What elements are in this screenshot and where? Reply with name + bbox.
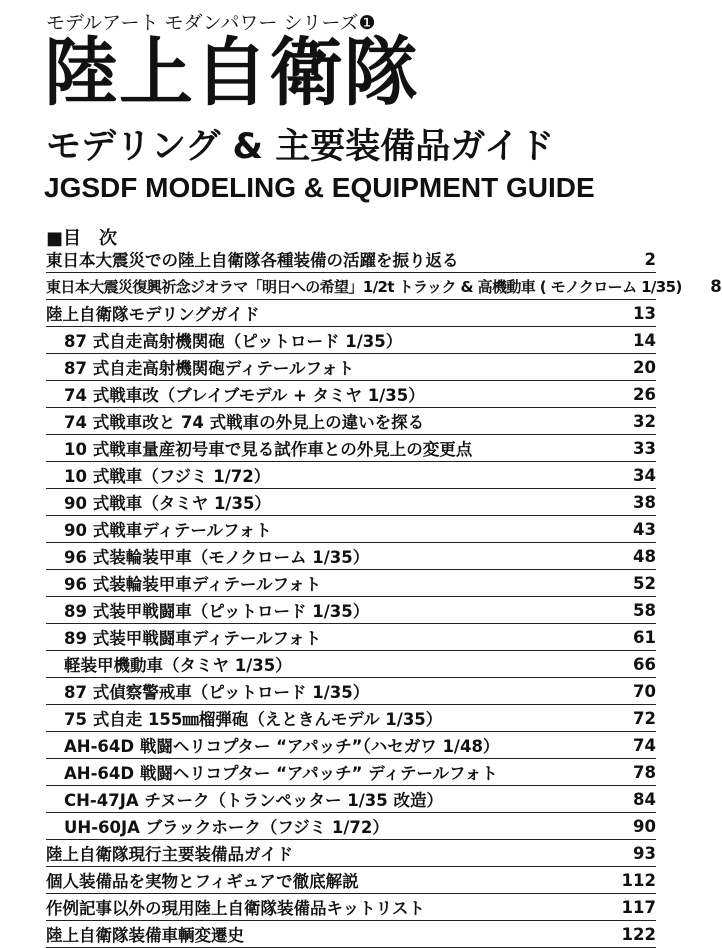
toc-entry[interactable] [46, 786, 656, 813]
toc-entry[interactable] [46, 651, 656, 678]
toc-entry-title: 10 式戦車量産初号車で見る試作車との外見上の変更点 [64, 440, 473, 459]
toc-entry[interactable] [46, 543, 656, 570]
toc-entry-page: 32 [633, 411, 656, 431]
toc-entry-page: 66 [633, 654, 656, 674]
toc-entry-page: 70 [633, 681, 656, 701]
book-subtitle: モデリング & 主要装備品ガイド [46, 127, 555, 167]
english-title: JGSDF MODELING & EQUIPMENT GUIDE [44, 172, 595, 203]
toc-entry[interactable] [46, 246, 656, 273]
toc-entry-page: 20 [633, 357, 656, 377]
toc-entry[interactable] [46, 705, 656, 732]
toc-entry-title: 75 式自走 155㎜榴弾砲（えときんモデル 1/35） [64, 710, 443, 729]
toc-entry-page: 72 [633, 708, 656, 728]
toc-entry[interactable] [46, 462, 656, 489]
toc-entry[interactable] [46, 489, 656, 516]
toc-entry[interactable] [46, 408, 656, 435]
toc-entry[interactable] [46, 327, 656, 354]
toc-entry[interactable] [46, 300, 656, 327]
toc-entry-page: 52 [633, 573, 656, 593]
toc-entry-page: 33 [633, 438, 656, 458]
toc-entry-title: AH-64D 戦闘ヘリコプター “アパッチ”（ハセガワ 1/48） [64, 737, 500, 756]
toc-entry[interactable] [46, 354, 656, 381]
toc-entry-title: 90 式戦車ディテールフォト [64, 521, 272, 540]
toc-entry[interactable] [46, 570, 656, 597]
toc-entry-title: CH-47JA チヌーク（トランペッター 1/35 改造） [64, 791, 444, 810]
toc-entry[interactable] [46, 759, 656, 786]
toc-entry-title: 東日本大震災復興祈念ジオラマ「明日への希望」1/2t トラック & 高機動車 ( モノクローム 1/35) [46, 277, 682, 296]
toc-entry-page: 117 [621, 897, 656, 917]
toc-entry[interactable] [46, 381, 656, 408]
toc-entry-title: UH-60JA ブラックホーク（フジミ 1/72） [64, 818, 389, 837]
toc-entry-page: 74 [633, 735, 656, 755]
toc-entry[interactable] [46, 813, 656, 840]
toc-entry-title: 作例記事以外の現用陸上自衛隊装備品キットリスト [46, 899, 425, 918]
toc-entry[interactable] [46, 597, 656, 624]
toc-entry-page: 13 [633, 303, 656, 323]
toc-entry[interactable] [46, 624, 656, 651]
toc-entry-title: AH-64D 戦闘ヘリコプター “アパッチ” ディテールフォト [64, 764, 498, 783]
toc-entry-page: 48 [633, 546, 656, 566]
toc-entry[interactable] [46, 732, 656, 759]
toc-entry-page: 112 [621, 870, 656, 890]
toc-entry[interactable] [46, 435, 656, 462]
toc-entry-title: 90 式戦車（タミヤ 1/35） [64, 494, 271, 513]
toc-entry[interactable] [46, 678, 656, 705]
toc-entry[interactable] [46, 921, 656, 948]
toc-entry-page: 84 [633, 789, 656, 809]
book-title: 陸上自衛隊 [44, 30, 419, 116]
toc-entry-page: 122 [621, 924, 656, 944]
toc-entry-title: 89 式装甲戦闘車（ピットロード 1/35） [64, 602, 370, 621]
toc-entry-page: 14 [633, 330, 656, 350]
toc-entry-page: 78 [633, 762, 656, 782]
toc-entry-title: 96 式装輪装甲車（モノクローム 1/35） [64, 548, 370, 567]
toc-entry-title: 10 式戦車（フジミ 1/72） [64, 467, 271, 486]
toc-entry-page: 8 [710, 276, 722, 296]
toc-entry-title: 74 式戦車改（ブレイブモデル + タミヤ 1/35） [64, 386, 425, 405]
series-label: モデルアート モダンパワー シリーズ❶ [46, 12, 376, 34]
toc-entry-title: 96 式装輪装甲車ディテールフォト [64, 575, 322, 594]
toc-entry-title: 87 式偵察警戒車（ピットロード 1/35） [64, 683, 370, 702]
toc-entry-page: 34 [633, 465, 656, 485]
toc-heading: ■目 次 [46, 228, 118, 249]
toc-entry-title: 89 式装甲戦闘車ディテールフォト [64, 629, 322, 648]
toc-entry-page: 26 [633, 384, 656, 404]
toc-entry-title: 87 式自走高射機関砲ディテールフォト [64, 359, 355, 378]
toc-entry-title: 軽装甲機動車（タミヤ 1/35） [64, 656, 292, 675]
toc-entry-page: 93 [633, 843, 656, 863]
toc-entry[interactable] [46, 516, 656, 543]
toc-entry-title: 陸上自衛隊装備車輌変遷史 [46, 926, 244, 945]
toc-entry[interactable] [46, 867, 656, 894]
toc-entry[interactable] [46, 840, 656, 867]
toc-entry-title: 74 式戦車改と 74 式戦車の外見上の違いを探る [64, 413, 425, 432]
toc-entry-title: 87 式自走高射機関砲（ピットロード 1/35） [64, 332, 403, 351]
toc-entry-title: 個人装備品を実物とフィギュアで徹底解説 [46, 872, 359, 891]
toc-entry-page: 2 [644, 249, 656, 269]
toc-entry-title: 東日本大震災での陸上自衛隊各種装備の活躍を振り返る [46, 251, 459, 270]
toc-entry[interactable] [46, 273, 722, 300]
toc-entry-page: 38 [633, 492, 656, 512]
toc-entry-title: 陸上自衛隊モデリングガイド [46, 305, 260, 324]
toc-entry-page: 61 [633, 627, 656, 647]
table-of-contents [46, 246, 722, 948]
toc-entry-page: 90 [633, 816, 656, 836]
toc-entry[interactable] [46, 894, 656, 921]
toc-entry-title: 陸上自衛隊現行主要装備品ガイド [46, 845, 294, 864]
toc-entry-page: 43 [633, 519, 656, 539]
toc-entry-page: 58 [633, 600, 656, 620]
